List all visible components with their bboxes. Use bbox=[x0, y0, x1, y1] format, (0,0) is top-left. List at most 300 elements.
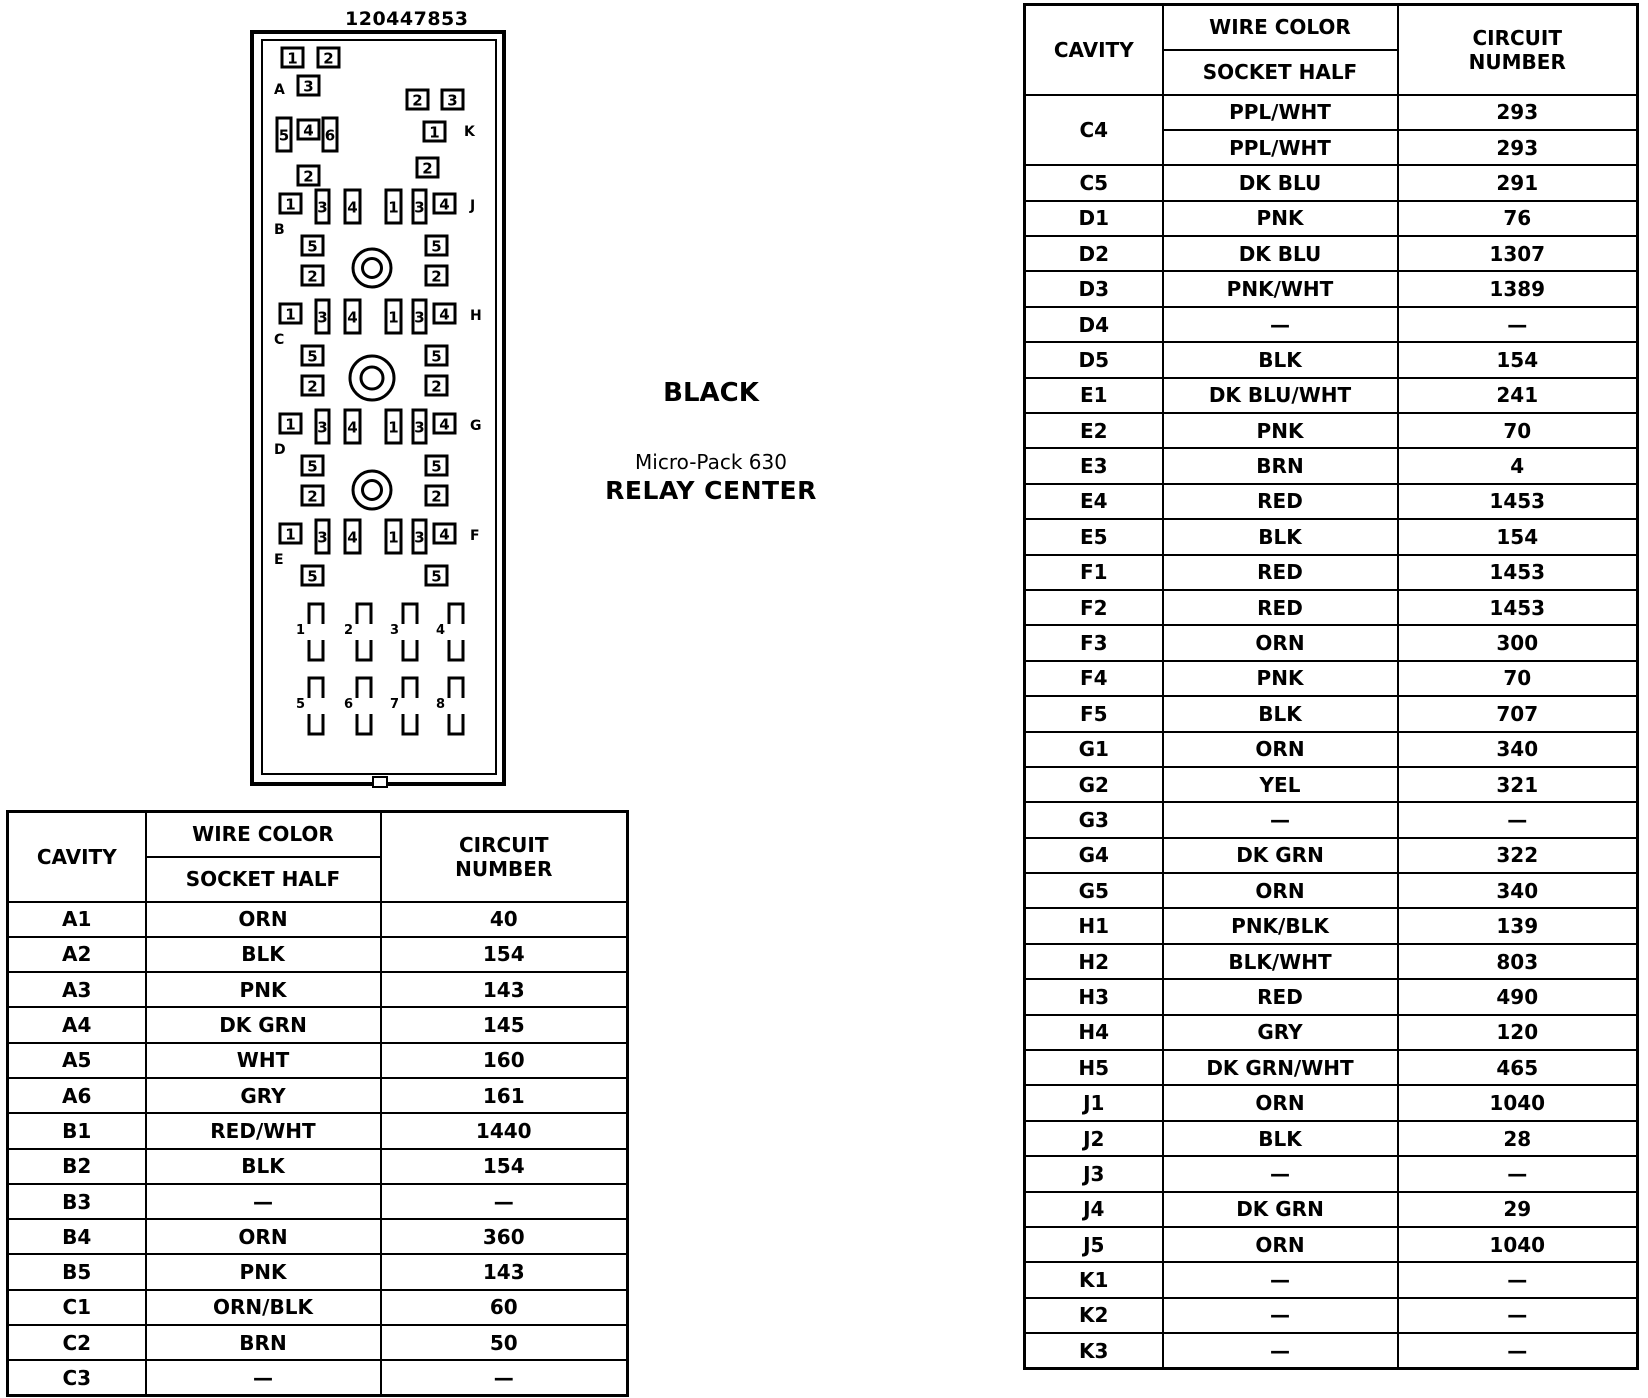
terminal-number-label: 5 bbox=[296, 697, 306, 712]
pin-number-label: 1 bbox=[429, 123, 440, 142]
table-row bbox=[1025, 271, 1638, 306]
terminal-socket-bottom bbox=[357, 714, 371, 734]
pin-number-label: 2 bbox=[303, 167, 314, 186]
cavity-cell: D3 bbox=[1025, 271, 1163, 306]
cavity-cell: F2 bbox=[1025, 590, 1163, 625]
table-row bbox=[1025, 448, 1638, 483]
terminal-socket-top bbox=[357, 604, 371, 624]
wire-color-cell: BLK/WHT bbox=[1163, 944, 1398, 979]
wire-color-cell: ORN/BLK bbox=[146, 1290, 381, 1325]
connector-latch bbox=[373, 777, 387, 787]
cavity-cell: A1 bbox=[8, 902, 146, 937]
pin-number-label: 3 bbox=[414, 528, 425, 547]
pin-number-label: 1 bbox=[388, 198, 399, 217]
circuit-number-cell: 1307 bbox=[1398, 236, 1638, 271]
pin-number-label: 3 bbox=[414, 198, 425, 217]
cavity-cell: E3 bbox=[1025, 448, 1163, 483]
row-letter-label: J bbox=[470, 198, 476, 214]
table-row bbox=[8, 1219, 628, 1254]
table-row bbox=[1025, 307, 1638, 342]
circuit-number-cell: — bbox=[1398, 1298, 1638, 1333]
pin-number-label: 4 bbox=[439, 195, 450, 214]
table-row bbox=[1025, 342, 1638, 377]
circuit-number-cell: 707 bbox=[1398, 696, 1638, 731]
table-row bbox=[1025, 979, 1638, 1014]
wire-color-cell: DK GRN bbox=[146, 1007, 381, 1042]
pin-number-label: 2 bbox=[323, 49, 334, 68]
terminal-number-label: 7 bbox=[390, 697, 400, 712]
row-letter-label: H bbox=[470, 308, 482, 324]
pin-number-label: 4 bbox=[347, 308, 358, 327]
terminal-number-label: 2 bbox=[344, 623, 354, 638]
wire-color-cell: ORN bbox=[1163, 732, 1398, 767]
terminal-socket-top bbox=[449, 678, 463, 698]
pin-number-label: 2 bbox=[431, 267, 442, 286]
circuit-number-cell: 490 bbox=[1398, 979, 1638, 1014]
wire-color-cell: ORN bbox=[146, 902, 381, 937]
wire-color-cell: ORN bbox=[146, 1219, 381, 1254]
connector-name: RELAY CENTER bbox=[605, 476, 817, 505]
wire-color-cell: ORN bbox=[1163, 625, 1398, 660]
header-circuit: CIRCUIT bbox=[458, 832, 549, 857]
cavity-cell: H5 bbox=[1025, 1050, 1163, 1085]
wire-color-cell: BLK bbox=[146, 937, 381, 972]
pin-number-label: 5 bbox=[307, 457, 318, 476]
wire-color-cell: BLK bbox=[1163, 1121, 1398, 1156]
cavity-cell: D4 bbox=[1025, 307, 1163, 342]
header-number: NUMBER bbox=[455, 856, 553, 881]
wire-color-cell: DK BLU bbox=[1163, 236, 1398, 271]
pin-number-label: 4 bbox=[347, 528, 358, 547]
circuit-number-cell: — bbox=[1398, 1262, 1638, 1297]
table-row bbox=[1025, 555, 1638, 590]
pin-number-label: 3 bbox=[414, 308, 425, 327]
cavity-cell: B5 bbox=[8, 1254, 146, 1289]
terminal-socket-top bbox=[449, 604, 463, 624]
terminal-socket-bottom bbox=[357, 640, 371, 660]
circuit-number-cell: — bbox=[1398, 1333, 1638, 1368]
table-row bbox=[8, 1007, 628, 1042]
row-letter-label: G bbox=[470, 418, 482, 434]
wire-color-cell: BLK bbox=[1163, 342, 1398, 377]
table-row bbox=[8, 972, 628, 1007]
table-row bbox=[8, 1254, 628, 1289]
table-row bbox=[8, 1078, 628, 1113]
terminal-socket-top bbox=[403, 604, 417, 624]
wire-color-cell: — bbox=[1163, 1156, 1398, 1191]
table-row bbox=[1025, 1156, 1638, 1191]
circuit-number-cell: 143 bbox=[381, 972, 628, 1007]
pin-number-label: 4 bbox=[347, 418, 358, 437]
terminal-socket-bottom bbox=[449, 640, 463, 660]
wire-color-cell: BLK bbox=[1163, 696, 1398, 731]
wire-color-cell: RED bbox=[1163, 555, 1398, 590]
pin-number-label: 3 bbox=[447, 91, 458, 110]
table-row bbox=[1025, 1227, 1638, 1262]
cavity-cell: G1 bbox=[1025, 732, 1163, 767]
circuit-number-cell: 291 bbox=[1398, 165, 1638, 200]
circuit-number-cell: 160 bbox=[381, 1043, 628, 1078]
pin-number-label: 2 bbox=[307, 487, 318, 506]
mounting-stud bbox=[353, 471, 391, 509]
row-letter-label: C bbox=[274, 332, 285, 348]
table-row bbox=[1025, 1298, 1638, 1333]
table-row bbox=[1025, 378, 1638, 413]
circuit-number-cell: 4 bbox=[1398, 448, 1638, 483]
circuit-number-cell: 340 bbox=[1398, 732, 1638, 767]
pin-number-label: 1 bbox=[388, 528, 399, 547]
table-row bbox=[8, 1325, 628, 1360]
pin-number-label: 5 bbox=[307, 347, 318, 366]
cavity-cell: E1 bbox=[1025, 378, 1163, 413]
pin-number-label: 5 bbox=[431, 567, 442, 586]
cavity-cell: A5 bbox=[8, 1043, 146, 1078]
circuit-number-cell: 300 bbox=[1398, 625, 1638, 660]
connector-part-number: 120447853 bbox=[345, 8, 469, 30]
pin-number-label: 6 bbox=[324, 126, 336, 145]
terminal-socket-bottom bbox=[403, 640, 417, 660]
circuit-number-cell: 1453 bbox=[1398, 555, 1638, 590]
cavity-cell: A4 bbox=[8, 1007, 146, 1042]
cavity-cell: E2 bbox=[1025, 413, 1163, 448]
pin-number-label: 1 bbox=[287, 49, 298, 68]
terminal-socket-top bbox=[403, 678, 417, 698]
mounting-stud bbox=[353, 249, 391, 287]
connector-inner-shell bbox=[262, 40, 496, 774]
cavity-cell: E5 bbox=[1025, 519, 1163, 554]
cavity-cell: C1 bbox=[8, 1290, 146, 1325]
cavity-cell: F3 bbox=[1025, 625, 1163, 660]
table-row bbox=[1025, 661, 1638, 696]
terminal-socket-bottom bbox=[309, 714, 323, 734]
pin-number-label: 5 bbox=[431, 237, 442, 256]
wire-color-cell: DK BLU bbox=[1163, 165, 1398, 200]
header-circuit-number bbox=[1398, 5, 1638, 95]
wire-color-cell: BRN bbox=[146, 1325, 381, 1360]
header-cavity: CAVITY bbox=[8, 812, 146, 902]
cavity-cell: G3 bbox=[1025, 802, 1163, 837]
wire-color-cell: YEL bbox=[1163, 767, 1398, 802]
circuit-number-cell: 154 bbox=[1398, 342, 1638, 377]
table-row bbox=[1025, 1333, 1638, 1368]
wire-color-cell: DK GRN/WHT bbox=[1163, 1050, 1398, 1085]
row-letter-label: A bbox=[274, 82, 285, 98]
wire-color-cell: — bbox=[1163, 1298, 1398, 1333]
circuit-number-cell: 120 bbox=[1398, 1015, 1638, 1050]
cavity-cell: C2 bbox=[8, 1325, 146, 1360]
cavity-cell: K2 bbox=[1025, 1298, 1163, 1333]
connector-type: Micro-Pack 630 bbox=[635, 450, 787, 474]
mounting-stud-center bbox=[361, 367, 383, 389]
cavity-cell: J3 bbox=[1025, 1156, 1163, 1191]
table-row bbox=[1025, 95, 1638, 130]
pin-number-label: 5 bbox=[307, 567, 318, 586]
wire-color-cell: — bbox=[146, 1360, 381, 1395]
pin-number-label: 3 bbox=[414, 418, 425, 437]
cavity-cell: F5 bbox=[1025, 696, 1163, 731]
header-cavity: CAVITY bbox=[1025, 5, 1163, 95]
table-row bbox=[1025, 484, 1638, 519]
connector-color: BLACK bbox=[663, 378, 759, 408]
circuit-number-cell: 803 bbox=[1398, 944, 1638, 979]
terminal-number-label: 4 bbox=[436, 623, 446, 638]
circuit-number-cell: 154 bbox=[381, 1149, 628, 1184]
cavity-cell: B2 bbox=[8, 1149, 146, 1184]
cavity-cell: A3 bbox=[8, 972, 146, 1007]
circuit-number-cell: 29 bbox=[1398, 1192, 1638, 1227]
cavity-cell: C5 bbox=[1025, 165, 1163, 200]
wire-color-cell: PNK/BLK bbox=[1163, 908, 1398, 943]
terminal-socket-top bbox=[309, 678, 323, 698]
wire-color-cell: PNK bbox=[1163, 661, 1398, 696]
cavity-cell: B3 bbox=[8, 1184, 146, 1219]
cavity-cell: B1 bbox=[8, 1113, 146, 1148]
cavity-cell: J1 bbox=[1025, 1085, 1163, 1120]
circuit-number-cell: 1453 bbox=[1398, 484, 1638, 519]
wire-color-cell: — bbox=[1163, 1262, 1398, 1297]
row-letter-label: D bbox=[274, 442, 286, 458]
wire-color-cell: RED/WHT bbox=[146, 1113, 381, 1148]
pin-number-label: 1 bbox=[285, 195, 296, 214]
circuit-number-cell: 241 bbox=[1398, 378, 1638, 413]
row-letter-label: B bbox=[274, 222, 285, 238]
pin-number-label: 4 bbox=[439, 415, 450, 434]
mounting-stud bbox=[350, 356, 394, 400]
wire-color-cell: DK BLU/WHT bbox=[1163, 378, 1398, 413]
table-row bbox=[1025, 1121, 1638, 1156]
terminal-socket-bottom bbox=[449, 714, 463, 734]
mounting-stud-center bbox=[363, 259, 382, 278]
circuit-number-cell: 60 bbox=[381, 1290, 628, 1325]
circuit-number-cell: 154 bbox=[381, 937, 628, 972]
table-row bbox=[1025, 625, 1638, 660]
cavity-table-left bbox=[6, 810, 629, 1397]
circuit-number-cell: 139 bbox=[1398, 908, 1638, 943]
wire-color-cell: BLK bbox=[146, 1149, 381, 1184]
pin-number-label: 1 bbox=[388, 308, 399, 327]
row-letter-label: K bbox=[464, 124, 475, 140]
cavity-cell: G2 bbox=[1025, 767, 1163, 802]
terminal-socket-bottom bbox=[403, 714, 417, 734]
pin-number-label: 3 bbox=[317, 418, 328, 437]
cavity-cell: J4 bbox=[1025, 1192, 1163, 1227]
pin-number-label: 5 bbox=[307, 237, 318, 256]
header-socket-half: SOCKET HALF bbox=[1163, 50, 1398, 95]
table-row bbox=[8, 902, 628, 937]
cavity-cell: H2 bbox=[1025, 944, 1163, 979]
table-row bbox=[1025, 1050, 1638, 1085]
circuit-number-cell: 360 bbox=[381, 1219, 628, 1254]
pin-number-label: 3 bbox=[303, 77, 314, 96]
pin-number-label: 5 bbox=[278, 126, 290, 145]
table-row bbox=[1025, 838, 1638, 873]
circuit-number-cell: 145 bbox=[381, 1007, 628, 1042]
terminal-number-label: 6 bbox=[344, 697, 354, 712]
pin-number-label: 4 bbox=[439, 525, 450, 544]
cavity-cell: J2 bbox=[1025, 1121, 1163, 1156]
table-row bbox=[1025, 802, 1638, 837]
pin-number-label: 2 bbox=[422, 159, 433, 178]
wire-color-cell: — bbox=[1163, 307, 1398, 342]
cavity-cell: K1 bbox=[1025, 1262, 1163, 1297]
table-row bbox=[8, 1184, 628, 1219]
circuit-number-cell: 322 bbox=[1398, 838, 1638, 873]
table-row bbox=[8, 1113, 628, 1148]
table-row bbox=[1025, 944, 1638, 979]
cavity-cell: J5 bbox=[1025, 1227, 1163, 1262]
cavity-cell: H4 bbox=[1025, 1015, 1163, 1050]
wire-color-cell: GRY bbox=[146, 1078, 381, 1113]
table-row bbox=[1025, 201, 1638, 236]
table-row bbox=[8, 1043, 628, 1078]
terminal-number-label: 3 bbox=[390, 623, 400, 638]
table-row bbox=[1025, 590, 1638, 625]
cavity-cell: C4 bbox=[1025, 95, 1163, 166]
wire-color-cell: DK GRN bbox=[1163, 838, 1398, 873]
wire-color-cell: WHT bbox=[146, 1043, 381, 1078]
circuit-number-cell: 28 bbox=[1398, 1121, 1638, 1156]
wire-color-cell: — bbox=[1163, 802, 1398, 837]
circuit-number-cell: 1440 bbox=[381, 1113, 628, 1148]
wire-color-cell: GRY bbox=[1163, 1015, 1398, 1050]
wire-color-cell: ORN bbox=[1163, 1085, 1398, 1120]
pin-number-label: 2 bbox=[431, 487, 442, 506]
circuit-number-cell: — bbox=[381, 1184, 628, 1219]
wire-color-cell: DK GRN bbox=[1163, 1192, 1398, 1227]
table-row bbox=[8, 1290, 628, 1325]
cavity-cell: B4 bbox=[8, 1219, 146, 1254]
circuit-number-cell: — bbox=[1398, 802, 1638, 837]
circuit-number-cell: 1040 bbox=[1398, 1227, 1638, 1262]
wire-color-cell: — bbox=[146, 1184, 381, 1219]
table-row bbox=[1025, 413, 1638, 448]
cavity-cell: F4 bbox=[1025, 661, 1163, 696]
circuit-number-cell: 1389 bbox=[1398, 271, 1638, 306]
wire-color-cell: RED bbox=[1163, 979, 1398, 1014]
cavity-cell: H3 bbox=[1025, 979, 1163, 1014]
table-row bbox=[1025, 165, 1638, 200]
circuit-number-cell: — bbox=[1398, 307, 1638, 342]
table-row bbox=[1025, 696, 1638, 731]
circuit-number-cell: 1040 bbox=[1398, 1085, 1638, 1120]
pin-number-label: 1 bbox=[285, 305, 296, 324]
table-row bbox=[1025, 873, 1638, 908]
table-row bbox=[1025, 767, 1638, 802]
header-circuit-number bbox=[381, 812, 628, 902]
header-socket-half: SOCKET HALF bbox=[146, 857, 381, 902]
terminal-number-label: 8 bbox=[436, 697, 446, 712]
pin-number-label: 5 bbox=[431, 457, 442, 476]
pin-number-label: 2 bbox=[412, 91, 423, 110]
pin-number-label: 1 bbox=[285, 525, 296, 544]
pin-number-label: 1 bbox=[285, 415, 296, 434]
circuit-number-cell: 293 bbox=[1398, 95, 1638, 130]
cavity-table-right bbox=[1023, 3, 1639, 1370]
circuit-number-cell: 1453 bbox=[1398, 590, 1638, 625]
cavity-cell: D5 bbox=[1025, 342, 1163, 377]
pin-number-label: 2 bbox=[307, 377, 318, 396]
table-row bbox=[1025, 908, 1638, 943]
circuit-number-cell: — bbox=[1398, 1156, 1638, 1191]
circuit-number-cell: — bbox=[381, 1360, 628, 1395]
wire-color-cell: PPL/WHT bbox=[1163, 130, 1398, 165]
wire-color-cell: PPL/WHT bbox=[1163, 95, 1398, 130]
wire-color-cell: BLK bbox=[1163, 519, 1398, 554]
cavity-cell: F1 bbox=[1025, 555, 1163, 590]
wire-color-cell: BRN bbox=[1163, 448, 1398, 483]
table-row bbox=[8, 1149, 628, 1184]
header-number: NUMBER bbox=[1468, 49, 1566, 74]
row-letter-label: F bbox=[470, 528, 480, 544]
circuit-number-cell: 70 bbox=[1398, 661, 1638, 696]
circuit-number-cell: 154 bbox=[1398, 519, 1638, 554]
cavity-cell: D2 bbox=[1025, 236, 1163, 271]
pin-number-label: 3 bbox=[317, 528, 328, 547]
cavity-cell: A6 bbox=[8, 1078, 146, 1113]
cavity-cell: A2 bbox=[8, 937, 146, 972]
circuit-number-cell: 465 bbox=[1398, 1050, 1638, 1085]
circuit-number-cell: 76 bbox=[1398, 201, 1638, 236]
cavity-cell: G5 bbox=[1025, 873, 1163, 908]
pin-number-label: 3 bbox=[317, 308, 328, 327]
header-wire-color: WIRE COLOR bbox=[1163, 5, 1398, 50]
header-circuit: CIRCUIT bbox=[1472, 25, 1563, 50]
terminal-number-label: 1 bbox=[296, 623, 306, 638]
wire-color-cell: ORN bbox=[1163, 873, 1398, 908]
cavity-cell: H1 bbox=[1025, 908, 1163, 943]
relay-center-connector-diagram bbox=[250, 28, 520, 790]
cavity-cell: G4 bbox=[1025, 838, 1163, 873]
table-row bbox=[1025, 1015, 1638, 1050]
terminal-socket-top bbox=[309, 604, 323, 624]
wire-color-cell: PNK bbox=[1163, 201, 1398, 236]
wire-color-cell: PNK bbox=[146, 1254, 381, 1289]
row-letter-label: E bbox=[274, 552, 284, 568]
wire-color-cell: PNK bbox=[1163, 413, 1398, 448]
cavity-cell: D1 bbox=[1025, 201, 1163, 236]
wire-color-cell: RED bbox=[1163, 590, 1398, 625]
pin-number-label: 2 bbox=[307, 267, 318, 286]
terminal-socket-top bbox=[357, 678, 371, 698]
circuit-number-cell: 70 bbox=[1398, 413, 1638, 448]
table-row bbox=[1025, 732, 1638, 767]
table-row bbox=[1025, 519, 1638, 554]
circuit-number-cell: 50 bbox=[381, 1325, 628, 1360]
circuit-number-cell: 161 bbox=[381, 1078, 628, 1113]
wire-color-cell: PNK/WHT bbox=[1163, 271, 1398, 306]
terminal-socket-bottom bbox=[309, 640, 323, 660]
table-row bbox=[1025, 1192, 1638, 1227]
pin-number-label: 1 bbox=[388, 418, 399, 437]
wire-color-cell: ORN bbox=[1163, 1227, 1398, 1262]
table-row bbox=[1025, 1262, 1638, 1297]
wire-color-cell: RED bbox=[1163, 484, 1398, 519]
pin-number-label: 4 bbox=[303, 121, 314, 140]
table-row bbox=[1025, 236, 1638, 271]
pin-number-label: 3 bbox=[317, 198, 328, 217]
table-row bbox=[8, 937, 628, 972]
table-row bbox=[8, 1360, 628, 1395]
cavity-cell: C3 bbox=[8, 1360, 146, 1395]
cavity-cell: K3 bbox=[1025, 1333, 1163, 1368]
circuit-number-cell: 340 bbox=[1398, 873, 1638, 908]
circuit-number-cell: 40 bbox=[381, 902, 628, 937]
pin-number-label: 5 bbox=[431, 347, 442, 366]
mounting-stud-center bbox=[363, 481, 382, 500]
circuit-number-cell: 321 bbox=[1398, 767, 1638, 802]
circuit-number-cell: 143 bbox=[381, 1254, 628, 1289]
wire-color-cell: — bbox=[1163, 1333, 1398, 1368]
